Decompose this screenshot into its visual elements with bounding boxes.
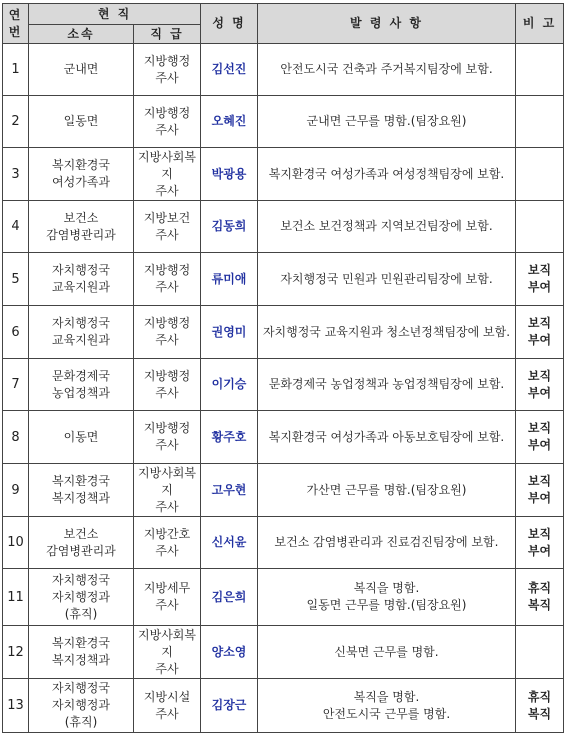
row-name: 김장근 xyxy=(201,679,258,733)
table-row xyxy=(3,517,564,569)
row-note: 보직 부여 xyxy=(516,306,564,359)
row-department: 군내면 xyxy=(29,44,134,96)
row-department: 복지환경국 복지정책과 xyxy=(29,464,134,517)
row-action: 군내면 근무를 명함.(팀장요원) xyxy=(258,96,516,148)
row-department: 보건소 감염병관리과 xyxy=(29,201,134,253)
personnel-table xyxy=(2,3,564,733)
table-row xyxy=(3,679,564,733)
row-department: 이동면 xyxy=(29,411,134,464)
header-note: 비 고 xyxy=(516,4,564,44)
row-number: 11 xyxy=(3,569,29,626)
row-note: 보직 부여 xyxy=(516,411,564,464)
row-number: 4 xyxy=(3,201,29,253)
row-department: 복지환경국 복지정책과 xyxy=(29,626,134,679)
row-name: 황주호 xyxy=(201,411,258,464)
row-action: 보건소 보건정책과 지역보건팀장에 보함. xyxy=(258,201,516,253)
table-row xyxy=(3,411,564,464)
header-name: 성 명 xyxy=(201,4,258,44)
row-note: 보직 부여 xyxy=(516,253,564,306)
table-row xyxy=(3,96,564,148)
row-number: 12 xyxy=(3,626,29,679)
row-department: 자치행정국 교육지원과 xyxy=(29,306,134,359)
row-position: 지방행정 주사 xyxy=(134,306,201,359)
row-position: 지방행정 주사 xyxy=(134,411,201,464)
table-row xyxy=(3,359,564,411)
table-row xyxy=(3,44,564,96)
row-action: 복지환경국 여성가족과 여성정책팀장에 보함. xyxy=(258,148,516,201)
row-action: 가산면 근무를 명함.(팀장요원) xyxy=(258,464,516,517)
table-row xyxy=(3,148,564,201)
row-department: 일동면 xyxy=(29,96,134,148)
table-row xyxy=(3,464,564,517)
row-number: 9 xyxy=(3,464,29,517)
row-note xyxy=(516,44,564,96)
row-position: 지방행정 주사 xyxy=(134,96,201,148)
row-name: 김은희 xyxy=(201,569,258,626)
row-note xyxy=(516,626,564,679)
table-row xyxy=(3,306,564,359)
row-position: 지방간호 주사 xyxy=(134,517,201,569)
row-number: 8 xyxy=(3,411,29,464)
row-name: 양소영 xyxy=(201,626,258,679)
row-position: 지방사회복지 주사 xyxy=(134,464,201,517)
row-department: 문화경제국 농업정책과 xyxy=(29,359,134,411)
header-no: 연 번 xyxy=(3,4,29,44)
row-number: 3 xyxy=(3,148,29,201)
row-position: 지방세무 주사 xyxy=(134,569,201,626)
header-current: 현 직 xyxy=(29,4,201,25)
row-name: 권영미 xyxy=(201,306,258,359)
row-note xyxy=(516,201,564,253)
table-row xyxy=(3,201,564,253)
row-name: 김동희 xyxy=(201,201,258,253)
row-name: 김선진 xyxy=(201,44,258,96)
row-number: 2 xyxy=(3,96,29,148)
row-note xyxy=(516,96,564,148)
row-action: 자치행정국 교육지원과 청소년정책팀장에 보함. xyxy=(258,306,516,359)
row-department: 자치행정국 자치행정과 (휴직) xyxy=(29,679,134,733)
row-name: 오혜진 xyxy=(201,96,258,148)
row-note: 휴직 복직 xyxy=(516,569,564,626)
row-position: 지방행정 주사 xyxy=(134,359,201,411)
row-position: 지방행정 주사 xyxy=(134,253,201,306)
row-department: 복지환경국 여성가족과 xyxy=(29,148,134,201)
row-name: 이기승 xyxy=(201,359,258,411)
row-number: 10 xyxy=(3,517,29,569)
row-name: 신서윤 xyxy=(201,517,258,569)
row-number: 1 xyxy=(3,44,29,96)
table-header xyxy=(3,4,564,44)
row-department: 자치행정국 교육지원과 xyxy=(29,253,134,306)
row-note: 휴직 복직 xyxy=(516,679,564,733)
row-number: 5 xyxy=(3,253,29,306)
header-action: 발 령 사 항 xyxy=(258,4,516,44)
row-action: 신북면 근무를 명함. xyxy=(258,626,516,679)
table-row xyxy=(3,626,564,679)
row-number: 13 xyxy=(3,679,29,733)
row-action: 복직을 명함. 안전도시국 근무를 명함. xyxy=(258,679,516,733)
table-body xyxy=(3,44,564,733)
row-note xyxy=(516,148,564,201)
row-note: 보직 부여 xyxy=(516,517,564,569)
row-department: 자치행정국 자치행정과 (휴직) xyxy=(29,569,134,626)
row-action: 문화경제국 농업정책과 농업정책팀장에 보함. xyxy=(258,359,516,411)
table-row xyxy=(3,253,564,306)
row-action: 자치행정국 민원과 민원관리팀장에 보함. xyxy=(258,253,516,306)
row-position: 지방보건 주사 xyxy=(134,201,201,253)
row-name: 박광용 xyxy=(201,148,258,201)
row-action: 복지환경국 여성가족과 아동보호팀장에 보함. xyxy=(258,411,516,464)
row-number: 7 xyxy=(3,359,29,411)
row-name: 류미애 xyxy=(201,253,258,306)
row-position: 지방행정 주사 xyxy=(134,44,201,96)
row-note: 보직 부여 xyxy=(516,464,564,517)
row-number: 6 xyxy=(3,306,29,359)
row-action: 안전도시국 건축과 주거복지팀장에 보함. xyxy=(258,44,516,96)
row-name: 고우현 xyxy=(201,464,258,517)
row-note: 보직 부여 xyxy=(516,359,564,411)
row-action: 보건소 감염병관리과 진료검진팀장에 보함. xyxy=(258,517,516,569)
header-dept: 소속 xyxy=(29,25,134,44)
table-row xyxy=(3,569,564,626)
row-position: 지방사회복지 주사 xyxy=(134,626,201,679)
row-action: 복직을 명함. 일동면 근무를 명함.(팀장요원) xyxy=(258,569,516,626)
row-position: 지방시설 주사 xyxy=(134,679,201,733)
row-position: 지방사회복지 주사 xyxy=(134,148,201,201)
header-position: 직 급 xyxy=(134,25,201,44)
row-department: 보건소 감염병관리과 xyxy=(29,517,134,569)
